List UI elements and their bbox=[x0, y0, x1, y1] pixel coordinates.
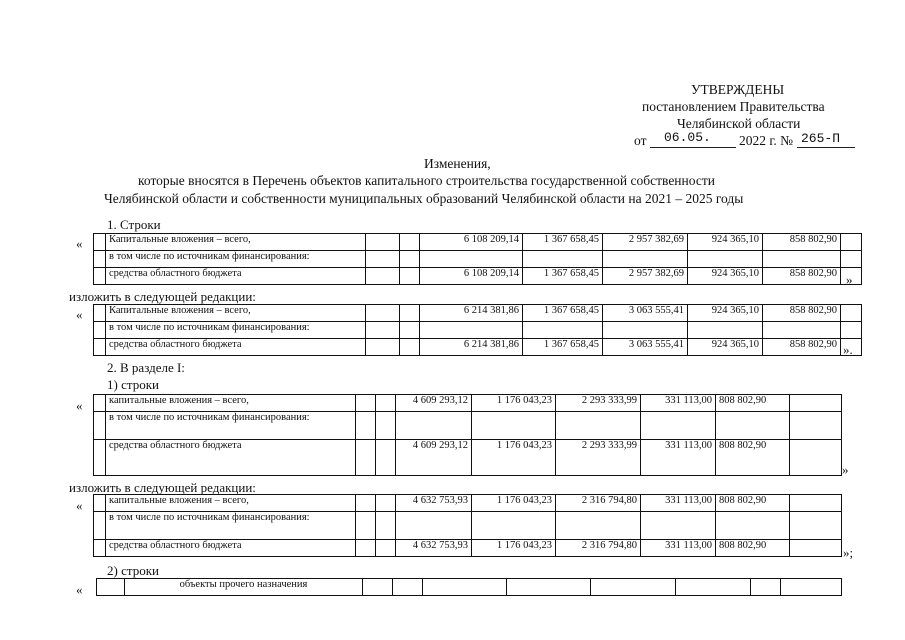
table-row: объекты прочего назначения bbox=[97, 579, 842, 596]
table-row: Капитальные вложения – всего, 6 214 381,86 1 367 658,45 3 063 555,41 924 365,10 858 802,90 bbox=[94, 305, 862, 322]
open-quote: « bbox=[76, 307, 83, 322]
restate-label-2: изложить в следующей редакции: bbox=[69, 480, 256, 495]
approval-year: 2022 г. № bbox=[739, 133, 794, 148]
table-row: в том числе по источникам финансирования: bbox=[94, 412, 842, 440]
table-1 bbox=[93, 233, 862, 285]
table-row: в том числе по источникам финансирования: bbox=[94, 322, 862, 339]
close-quote: » bbox=[846, 272, 853, 287]
table-4 bbox=[93, 494, 842, 557]
restate-label-1: изложить в следующей редакции: bbox=[69, 289, 256, 304]
approval-number: 265-П bbox=[801, 131, 841, 146]
open-quote: « bbox=[76, 398, 83, 413]
table-row: в том числе по источникам финансирования: bbox=[94, 512, 842, 540]
approval-line2: Челябинской области bbox=[677, 116, 801, 131]
table-3 bbox=[93, 394, 842, 476]
title-line2: которые вносятся в Перечень объектов капитального строительства государственной собственности bbox=[138, 173, 715, 188]
approval-date: 06.05. bbox=[664, 130, 711, 145]
table-row: средства областного бюджета 6 214 381,86 1 367 658,45 3 063 555,41 924 365,10 858 802,90 bbox=[94, 339, 862, 356]
table-row: средства областного бюджета 4 632 753,93 1 176 043,23 2 316 794,80 331 113,00 808 802,90 bbox=[94, 540, 842, 557]
table-row: капитальные вложения – всего, 4 632 753,93 1 176 043,23 2 316 794,80 331 113,00 808 802,90 bbox=[94, 495, 842, 512]
table-5 bbox=[96, 578, 842, 596]
table-row: средства областного бюджета 4 609 293,12 1 176 043,23 2 293 333,99 331 113,00 808 802,90 bbox=[94, 440, 842, 476]
close-quote: » bbox=[842, 462, 849, 477]
table-row: средства областного бюджета 6 108 209,14 1 367 658,45 2 957 382,69 924 365,10 858 802,90 bbox=[94, 268, 862, 285]
title-line1: Изменения, bbox=[424, 156, 491, 171]
open-quote: « bbox=[76, 582, 83, 597]
approval-line1: постановлением Правительства bbox=[642, 99, 825, 114]
section-1-heading: 1. Строки bbox=[107, 217, 161, 232]
section-2-2-heading: 2) строки bbox=[107, 563, 159, 578]
section-2-heading: 2. В разделе I: bbox=[107, 360, 185, 375]
section-2-1-heading: 1) строки bbox=[107, 377, 159, 392]
table-row: Капитальные вложения – всего, 6 108 209,14 1 367 658,45 2 957 382,69 924 365,10 858 802,90 bbox=[94, 234, 862, 251]
table-row: капитальные вложения – всего, 4 609 293,12 1 176 043,23 2 293 333,99 331 113,00 808 802,90 bbox=[94, 395, 842, 412]
open-quote: « bbox=[76, 498, 83, 513]
table-row: в том числе по источникам финансирования: bbox=[94, 251, 862, 268]
approval-heading: УТВЕРЖДЕНЫ bbox=[691, 82, 785, 97]
open-quote: « bbox=[76, 236, 83, 251]
approval-prefix: от bbox=[634, 133, 647, 148]
close-quote-semicolon: »; bbox=[843, 545, 854, 560]
title-line3: Челябинской области и собственности муниципальных образований Челябинской области на 2021 – 2025 годы bbox=[104, 191, 744, 206]
close-quote-dot: ». bbox=[843, 342, 853, 357]
table-2 bbox=[93, 304, 862, 356]
